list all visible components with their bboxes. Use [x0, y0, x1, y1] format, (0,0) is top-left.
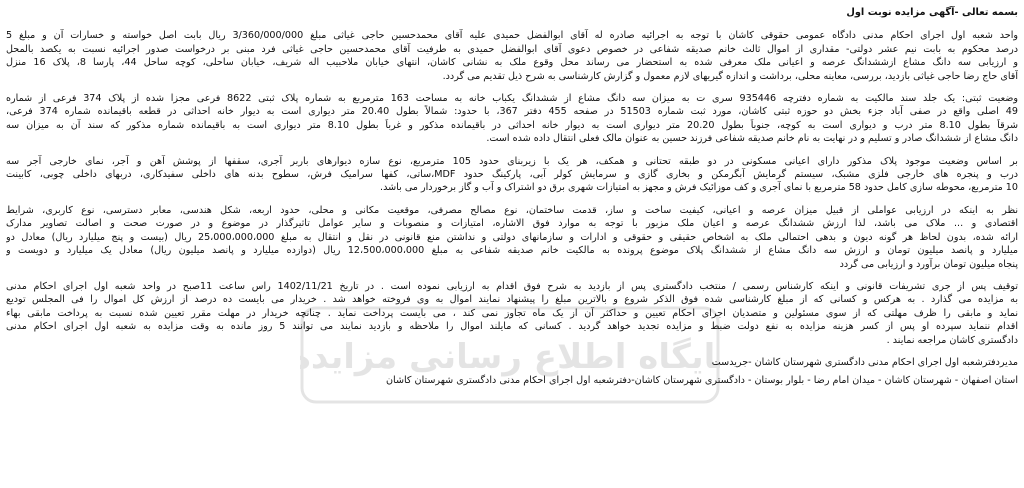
paragraph-line: 10 مترمربع، محوطه سازی کامل حدود 58 مترمربع با نمای آجری و کف موزائیک فرش و مجهز به امتیازات شهری برق دو اشتراک و آب و گاز برخوردار می باشد.: [380, 182, 1018, 194]
address-line: استان اصفهان - شهرستان کاشان - میدان امام رضا - بلوار بوستان - دادگستری شهرستان کاشان-دفترشعبه اول اجرای احکام مدنی دادگستری شهرستان کاشان: [385, 375, 1018, 387]
paragraph-line: آقای حاج رضا حاجی غیاثی بازدید، بررسی، معاینه محلی، برداشت و اندازه گیریهای لازم معمول و گزارش کارشناسی به شرح ذیل تقدیم می گردد.: [442, 70, 1018, 82]
paragraph-line: به مزایده می گذارد . به هرکس و کسانی که از مبلغ کارشناسی شده فوق الذکر شروع و بالاترین مبلغ را پیشنهاد نمایند اموال به وی فروخته خواهد شد . خریدار می بایست ده درصد از ارزش کل اموال را فی المجلس تودیع: [6, 294, 1018, 306]
paragraph-line: واحد شعبه اول اجرای احکام مدنی دادگاه عمومی حقوقی کاشان با توجه به اجرائیه صادره له آقای ابوالفضل حمیدی علیه آقای محمدحسین حاجی غیاثی مبلغ 3/360/000/000 ریال بابت اصل خواسته و خسارات آن و مبلغ 5: [6, 30, 1018, 42]
paragraph-auction-terms: [6, 280, 1018, 347]
signature-line: مدیردفترشعبه اول اجرای احکام مدنی دادگستری شهرستان کاشان -جریدست: [711, 356, 1018, 368]
paragraph-line: نماید و مابقی را ظرف مهلتی که از سوی مسئولین و متصدیان اجرای احکام تعیین و حداکثر آن از یک ماه تجاوز نمی کند ، می بایست پرداخت نماید . چنانچه خریدار در مهلت مقرر تعیین شده نسبت به پرداخت مابقی بهاء: [6, 307, 1018, 319]
paragraph-line: و ارزیابی سه دانگ مشاع ازششدانگ عرصه و اعیانی ملک معرفی شده به استحضار می رساند محل وقوع ملک به نشانی کاشان، انتهای خیابان ملاحبیب اله شریف، خیابان ساحلی، کوچه ساحل 44، پارسا 8، پلاک 16 منزل: [6, 57, 1018, 69]
paragraph-line: اقتصادی و ... ملاک می باشد، لذا ارزش ششدانگ عرصه و اعیان ملک مزبور با توجه به موارد فوق الاشاره، امتیازات و منصوبات و سایر عوامل تاثیرگذار در موضوع و در صورت صحت و اصالت تصاویر مدارک: [6, 218, 1018, 230]
paragraph-line: توقیف پس از جری تشریفات قانونی و اینکه کارشناس رسمی / منتخب دادگستری پس از بازدید به شرح فوق اقدام به ارزیابی نموده است . در تاریخ 1402/11/21 راس ساعت 11صبح در واحد شعبه اول اجرای احکام مدنی: [6, 280, 1018, 292]
paragraph-line: بر اساس وضعیت موجود پلاک مذکور دارای اعیانی مسکونی در دو طبقه تحتانی و همکف، هر یک با زیربنای حدود 105 مترمربع، نوع سازه دیوارهای باربر آجری، سقفها از پوشش آهن و آجر، نمای خارجی آجر سه: [6, 155, 1018, 167]
paragraph-line: اقدام ننماید سپرده او پس از کسر هزینه مزایده به نفع دولت ضبط و مزایده تجدید خواهد گردید . کسانی که مایلند اموال را ملاحظه و بازدید نمایند می توانند 5 روز مانده به وقت مزایده به شعبه اول اجرای احکام مدنی: [6, 321, 1018, 333]
watermark-text: پایگاه اطلاع رسانی مزایده: [300, 337, 720, 377]
paragraph-line: وضعیت ثبتی: یک جلد سند مالکیت به شماره دفترچه 935446 سری ت به میزان سه دانگ مشاع از ششدانگ یکباب خانه به مساحت 163 مترمربع به شماره پلاک ثبتی 8622 فرعی مجزا شده از پلاک 374 فرعی از شماره: [6, 93, 1018, 105]
paragraph-line: دانگ مشاع از ششدانگ صادر و تسلیم و در نهایت به نام خانم صدیقه شفاعی فرزند حسین به عنوان مالک فعلی انتقال داده شده است.: [486, 133, 1018, 145]
paragraph-registration-status: [6, 92, 1018, 146]
paragraph-line: درصد محکوم به بابت نیم عشر دولتی- مقداری از اموال ثالث خانم صدیقه شفاعی در خصوص دعوی آقای ابوالفضل حمیدی به طرفیت آقای محمدحسین حاجی غیاثی فرد مبنی بر درخواست صدور اجرائیه نسبت به یکصد بالمحل: [6, 43, 1018, 55]
notice-title: بسمه تعالی -آگهی مزایده نوبت اول: [846, 7, 1018, 18]
paragraph-building-status: [6, 155, 1018, 195]
paragraph-line: نظر به اینکه در ارزیابی عواملی از قبیل میزان عرصه و اعیانی، کیفیت ساخت و ساز، قدمت ساختمان، نوع مصالح مصرفی، موقعیت مکانی و محلی، حدود اربعه، شکل هندسی، معابر دسترسی، نوع کاربری، شرایط: [6, 204, 1018, 216]
paragraph-line: درب و پنجره های خارجی فلزی مشبک، سیستم گرمایش آبگرمکن و بخاری گازی و سرمایش کولر آبی، پارکینگ حدود MDF،ساتی، کفها سرامیک فرش، سطوح بدنه های داخلی سفیدکاری، دربهای داخلی چوبی، کابینت: [6, 169, 1018, 181]
paragraph-line: ارائه شده، بدون لحاظ هر گونه دیون و بدهی احتمالی ملک به اشخاص حقیقی و حقوقی و ادارات و سازمانهای دولتی و نداشتن منع قانونی در نقل و انتقال به مبلغ 25،000،000،000 ریال (بیست و پنج میلیارد ریال) معادل دو: [6, 231, 1018, 243]
paragraph-line: میلیارد و پانصد میلیون تومان و ارزش سه دانگ مشاع از ششدانگ پلاک موضوع پرونده به مالکیت خانم صدیقه شفاعی به مبلغ 12،500،000،000 ریال (دوازده میلیارد و پانصد میلیون ریال) معادل یک میلیارد و دویست و: [6, 245, 1018, 257]
paragraph-line: 49 اصلی واقع در صفی آباد جزء بخش دو حوزه ثبتی کاشان، مورد ثبت شماره 51503 در صفحه 455 دفتر 367، با حدود: شمالاً بطول 20.40 متر دیواری است به دیوار خانه احداثی در قطعه باقیمانده شماره 374 فرعی،: [6, 106, 1018, 118]
paragraph-line: پنجاه میلیون تومان برآورد و ارزیابی می گردد: [839, 258, 1018, 270]
paragraph-case-intro: [6, 29, 1018, 83]
paragraph-valuation: [6, 204, 1018, 271]
paragraph-line: شرقاً بطول 8.10 متر درب و دیواری است به کوچه، جنوباً بطول 20.20 متر دیواری است به دیوار خانه احداثی در باقیمانده مذکور و غرباً بطول 8.10 متر دیواری است به باقیمانده شماره مذکور که سند آن به میزان سه: [6, 119, 1018, 131]
notice-footer: [6, 356, 1018, 388]
paragraph-line: دادگستری کاشان مراجعه نمایند .: [886, 334, 1018, 346]
